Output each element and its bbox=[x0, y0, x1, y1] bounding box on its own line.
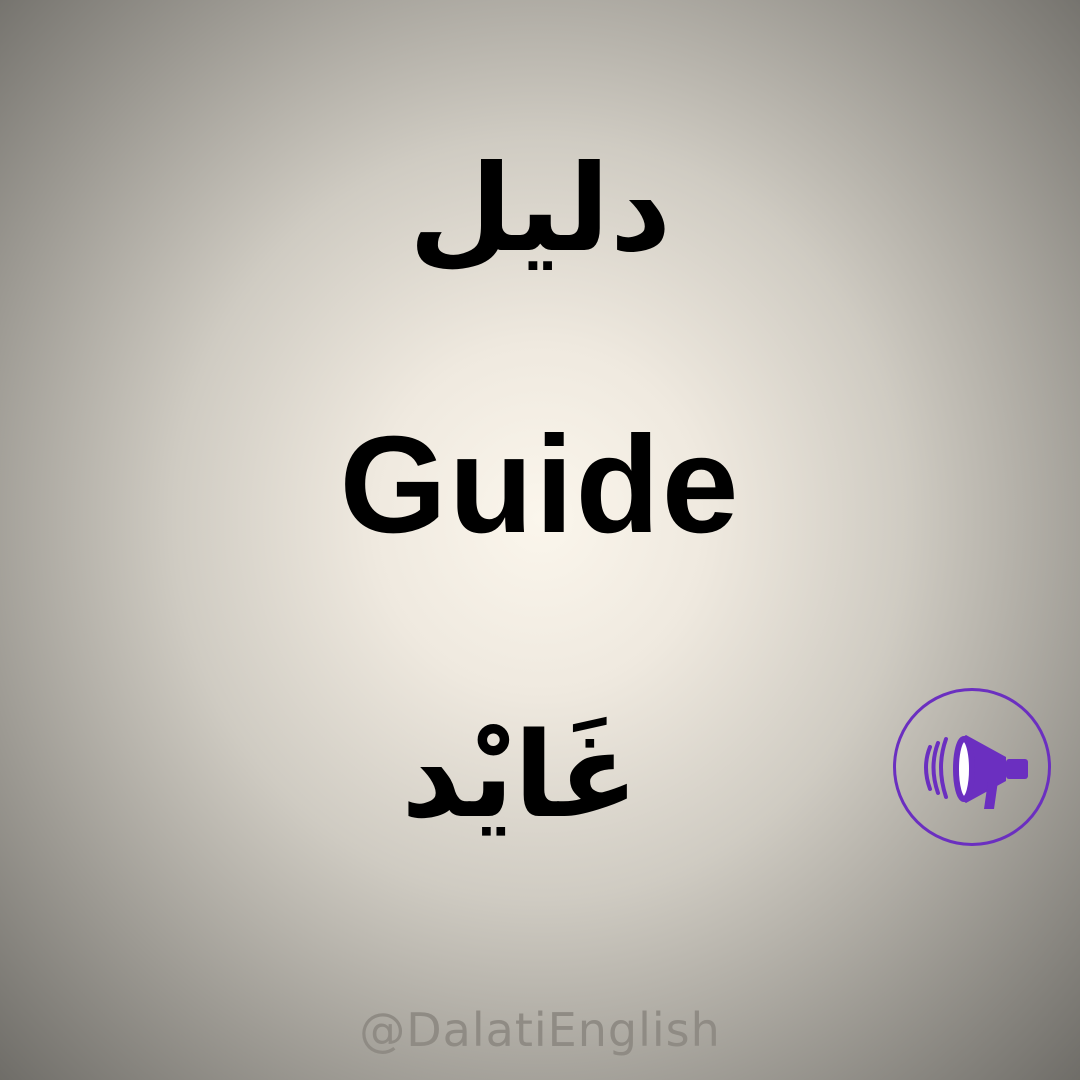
brand-handle: @DalatiEnglish bbox=[359, 1003, 721, 1057]
arabic-word: دليل bbox=[408, 140, 672, 279]
megaphone-icon bbox=[902, 697, 1042, 837]
play-audio-button[interactable] bbox=[893, 688, 1051, 846]
pronunciation: غَايْد bbox=[401, 706, 639, 844]
english-word: Guide bbox=[339, 408, 741, 562]
